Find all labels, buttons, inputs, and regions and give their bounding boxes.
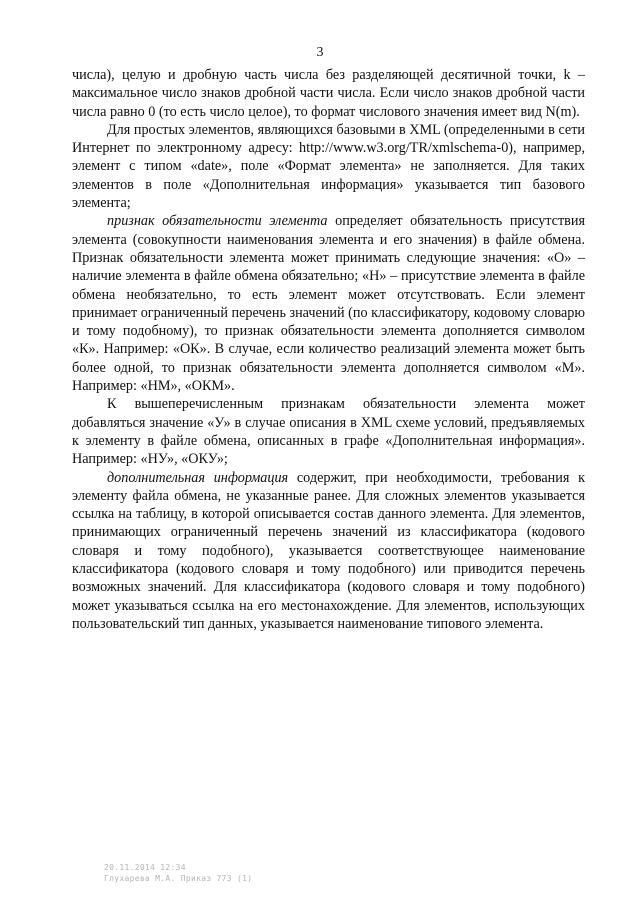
stamp-line-signer: Глухарева М.А. Приказ 773 (1) [104,874,253,883]
stamp-line-date: 20.11.2014 12:34 [104,863,186,872]
document-body [72,66,585,633]
paragraph-continuation: числа), целую и дробную часть числа без разделяющей десятичной точки, k – максимальное число знаков дробной части числа. Если число знаков дробной части числа равно 0 (то есть число целое), то формат числового значения имеет вид N(m). [72,67,585,120]
page-number: 3 [316,45,324,60]
term-mandatory-flag: признак обязательности элемента [107,213,328,230]
mandatory-flag-text: определяет обязательность присутствия элемента (совокупности наименования элемента и его значения) в файле обмена. Признак обязательности элемента может принимать следующие значения: «О» – наличие элемента в файле обмена обязательно; «Н» – присутствие элемента в файле обмена необязательно, то есть элемент может отсутствовать. Если элемент принимает ограниченный перечень значений (по классификатору, кодовому словарю и тому подобному), то признак обязательности элемента дополняется символом «К». Например: «ОК». В случае, если количество реализаций элемента может быть более одной, то признак обязательности элемента дополняется символом «М». Например: «НМ», «ОКМ». [72,213,585,395]
scan-stamp [104,862,252,884]
additional-info-text: содержит, при необходимости, требования к элементу файла обмена, не указанные ранее. Для сложных элементов указывается ссылка на таблицу, в которой описывается состав данного элемента. Для элементов, принимающих ограниченный перечень значений из классификатора (кодового словаря и тому подобного), указывается соответствующее наименование классификатора (кодового словаря и тому подобного) или приводится перечень возможных значений. Для классификатора (кодового словаря и тому подобного) может указываться ссылка на его местонахождение. Для элементов, использующих пользовательский тип данных, указывается наименование типового элемента. [72,469,585,632]
term-additional-info: дополнительная информация [107,469,289,486]
paragraph-base-types: Для простых элементов, являющихся базовыми в XML (определенными в сети Интернет по электронному адресу: http://www.w3.org/TR/xmlschema-0), например, элемент с типом «date», поле «Формат элемента» не заполняется. Для таких элементов в поле «Дополнительная информация» указывается тип базового элемента; [72,121,585,212]
paragraph-condition-flag: К вышеперечисленным признакам обязательности элемента может добавляться значение «У» в случае описания в XML схеме условий, предъявляемых к элементу в файле обмена, описанных в графе «Дополнительная информация». Например: «НУ», «ОКУ»; [72,396,585,468]
paragraph-mandatory-flag [72,212,585,395]
paragraph-additional-info [72,469,585,634]
